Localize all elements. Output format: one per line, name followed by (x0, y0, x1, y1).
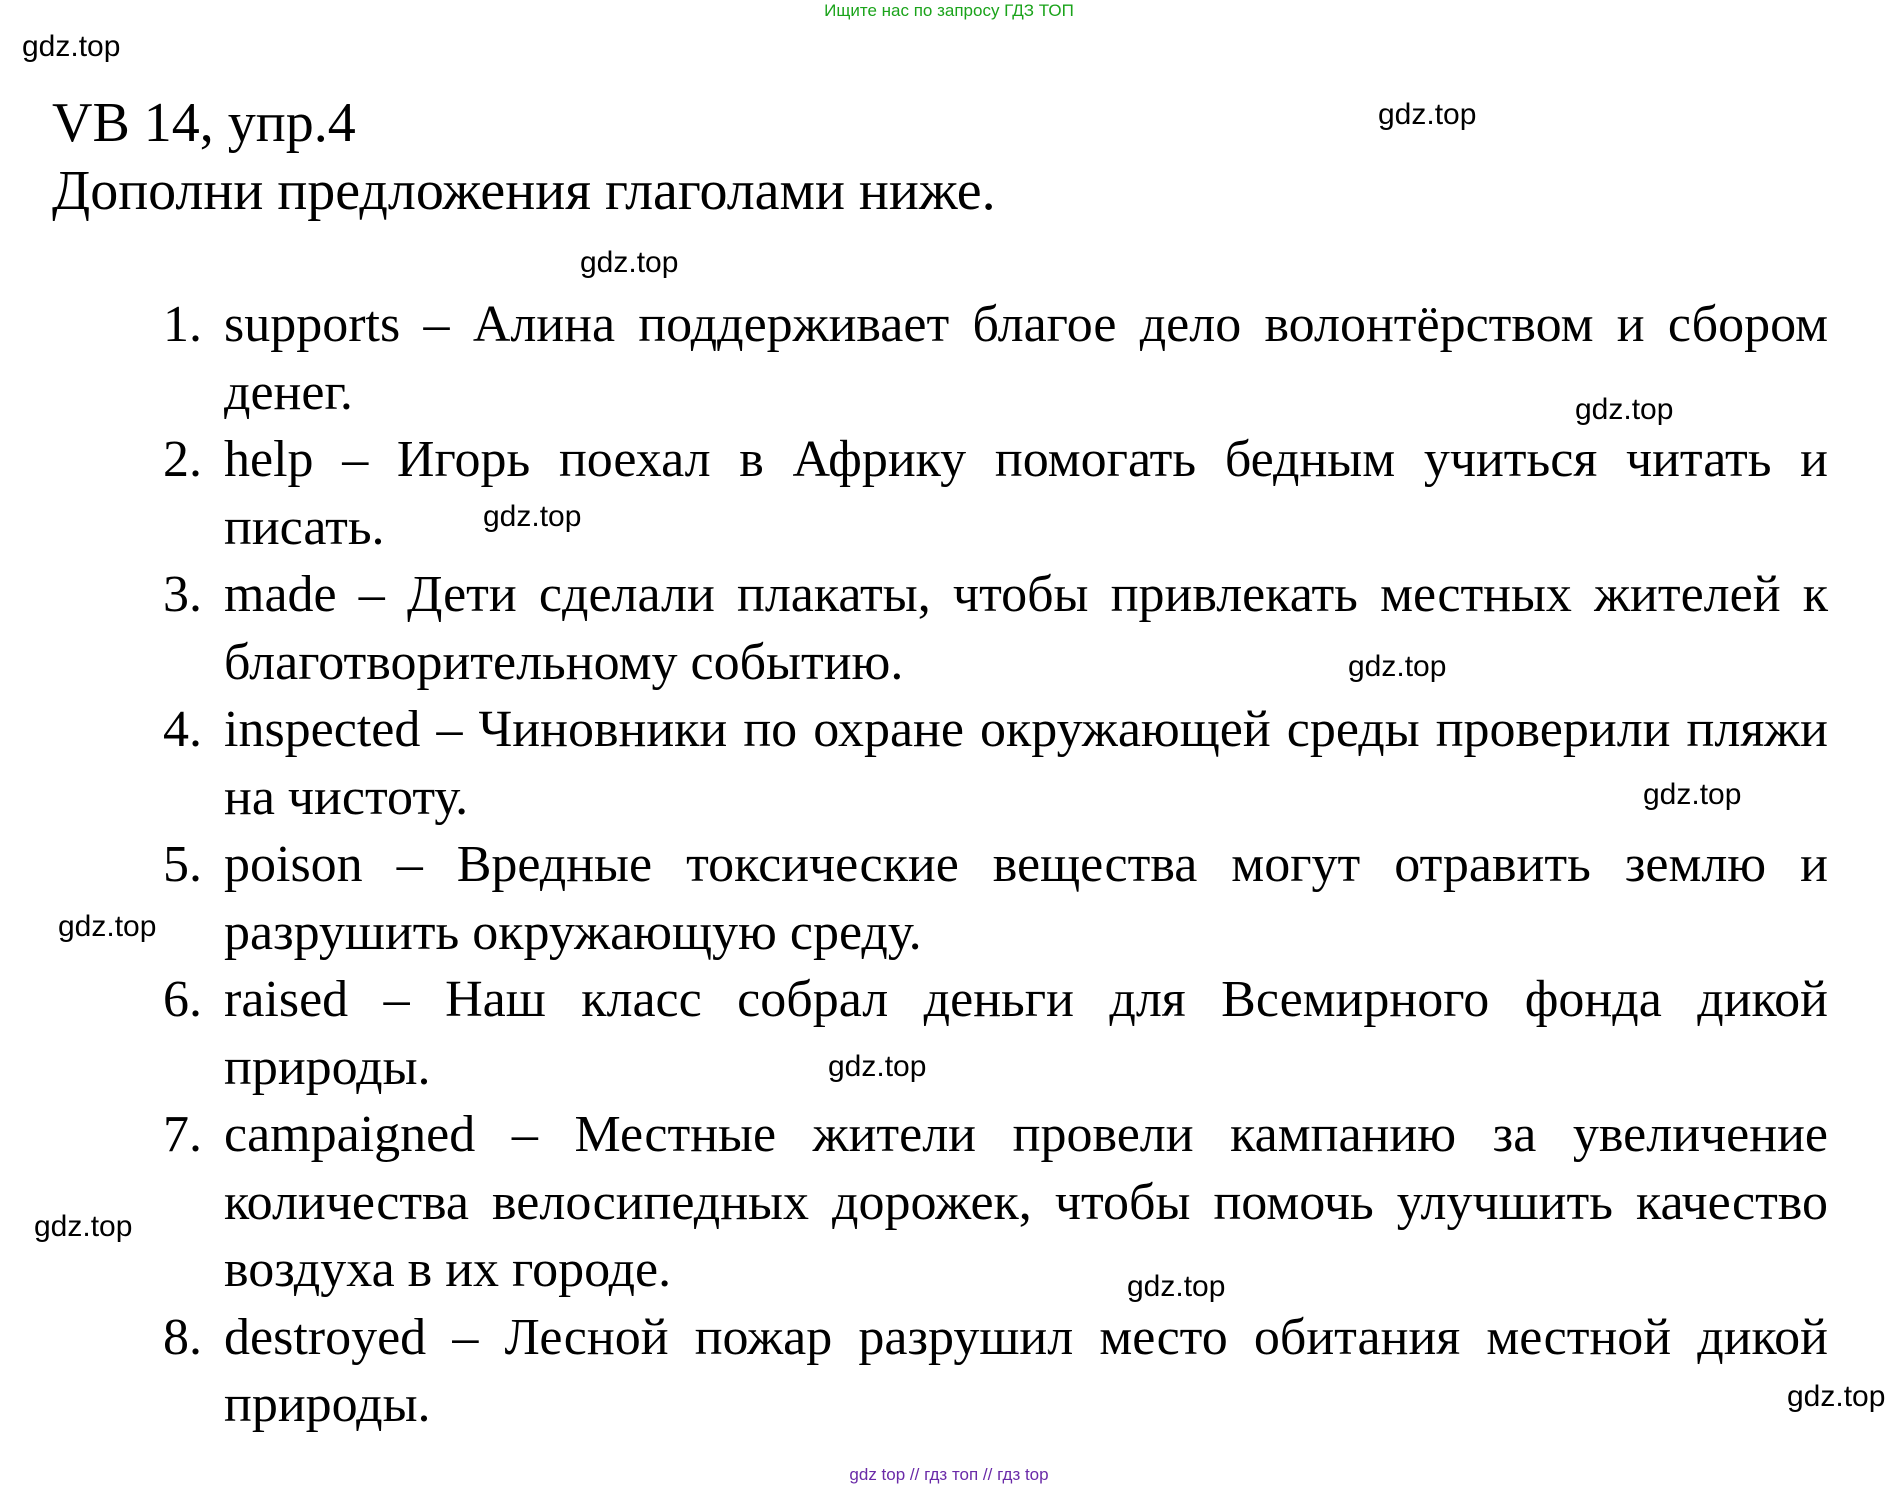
item-number: 6. (163, 971, 202, 1028)
watermark: gdz.top (1643, 778, 1742, 811)
watermark: gdz.top (58, 910, 157, 943)
list-item (118, 1101, 1828, 1304)
item-text: raised – Наш класс собрал деньги для Всемирного фонда дикой природы. (224, 971, 1828, 1096)
watermark: gdz.top (1575, 393, 1674, 426)
watermark: gdz.top (22, 30, 121, 63)
item-text: campaigned – Местные жители провели кампанию за увеличение количества велосипедных дорожек, чтобы помочь улучшить качество воздуха в их городе. (224, 1106, 1828, 1298)
item-text: inspected – Чиновники по охране окружающей среды проверили пляжи на чистоту. (224, 701, 1828, 826)
item-number: 4. (163, 701, 202, 758)
item-number: 3. (163, 566, 202, 623)
top-banner: Ищите нас по запросу ГДЗ ТОП (824, 1, 1074, 20)
item-number: 2. (163, 431, 202, 488)
exercise-instruction: Дополни предложения глаголами ниже. (52, 160, 996, 222)
item-text: poison – Вредные токсические вещества могут отравить землю и разрушить окружающую среду. (224, 836, 1828, 961)
list-item (118, 831, 1828, 966)
item-text: made – Дети сделали плакаты, чтобы привлекать местных жителей к благотворительному событию. (224, 566, 1828, 691)
list-item (118, 1304, 1828, 1439)
item-text: help – Игорь поехал в Африку помогать бедным учиться читать и писать. (224, 431, 1828, 556)
item-number: 5. (163, 836, 202, 893)
watermark: gdz.top (1787, 1380, 1886, 1413)
watermark: gdz.top (828, 1050, 927, 1083)
watermark: gdz.top (483, 500, 582, 533)
watermark: gdz.top (580, 246, 679, 279)
item-number: 1. (163, 296, 202, 353)
exercise-title: VB 14, упр.4 (52, 92, 356, 154)
list-item (118, 561, 1828, 696)
exercise-list (118, 291, 1828, 1439)
item-number: 8. (163, 1308, 202, 1366)
watermark: gdz.top (34, 1210, 133, 1243)
item-text: supports – Алина поддерживает благое дело волонтёрством и сбором денег. (224, 296, 1828, 421)
watermark: gdz.top (1348, 650, 1447, 683)
bottom-footer: gdz top // гдз топ // гдз top (849, 1465, 1049, 1484)
watermark: gdz.top (1127, 1270, 1226, 1303)
list-item (118, 696, 1828, 831)
list-item (118, 291, 1828, 426)
list-item (118, 966, 1828, 1101)
item-number: 7. (163, 1106, 202, 1163)
item-text: destroyed – Лесной пожар разрушил место обитания местной дикой природы. (224, 1308, 1828, 1433)
watermark: gdz.top (1378, 98, 1477, 131)
list-item (118, 426, 1828, 561)
